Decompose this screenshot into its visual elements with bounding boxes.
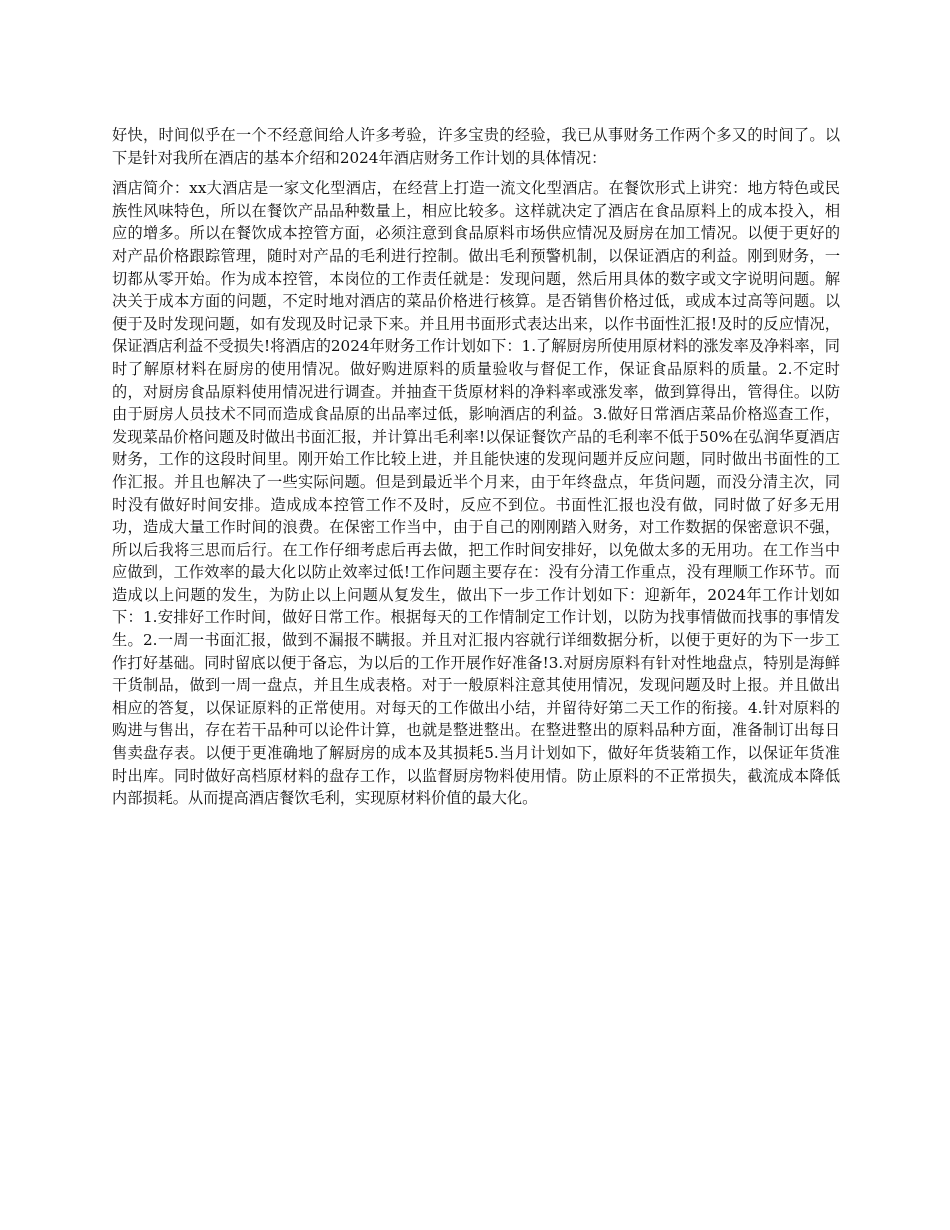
hotel-plan-paragraph: 酒店简介：xx大酒店是一家文化型酒店，在经营上打造一流文化型酒店。在餐饮形式上讲究：地方特色或民族性风味特色，所以在餐饮产品品种数量上，相应比较多。这样就决定了酒店在食品原料上的成本投入，相应的增多。所以在餐饮成本控管方面，必须注意到食品原料市场供应情况及厨房在加工情况。以便于更好的对产品价格跟踪管理，随时对产品的毛利进行控制。做出毛利预警机制，以保证酒店的利益。刚到财务，一切都从零开始。作为成本控管，本岗位的工作责任就是：发现问题，然后用具体的数字或文字说明问题。解决关于成本方面的问题，不定时地对酒店的菜品价格进行核算。是否销售价格过低，或成本过高等问题。以便于及时发现问题，如有发现及时记录下来。并且用书面形式表达出来，以作书面性汇报!及时的反应情况，保证酒店利益不受损失!将酒店的2024年财务工作计划如下：1.了解厨房所使用原材料的涨发率及净料率，同时了解原材料在厨房的使用情况。做好购进原料的质量验收与督促工作，保证食品原料的质量。2.不定时的，对厨房食品原料使用情况进行调查。并抽查干货原材料的净料率或涨发率，做到算得出，管得住。以防由于厨房人员技术不同而造成食品原的出品率过低，影响酒店的利益。3.做好日常酒店菜品价格巡查工作，发现菜品价格问题及时做出书面汇报，并计算出毛利率!以保证餐饮产品的毛利率不低于50%在弘润华夏酒店财务，工作的这段时间里。刚开始工作比较上进，并且能快速的发现问题并反应问题，同时做出书面性的工作汇报。并且也解决了一些实际问题。但是到最近半个月来，由于年终盘点，年货问题，而没分清主次，同时没有做好时间安排。造成成本控管工作不及时，反应不到位。书面性汇报也没有做，同时做了好多无用功，造成大量工作时间的浪费。在保密工作当中，由于自己的刚刚踏入财务，对工作数据的保密意识不强，所以后我将三思而后行。在工作仔细考虑后再去做，把工作时间安排好，以免做太多的无用功。在工作当中应做到，工作效率的最大化以防止效率过低!工作问题主要存在：没有分清工作重点，没有理顺工作环节。而造成以上问题的发生，为防止以上问题从复发生，做出下一步工作计划如下：迎新年，2024年工作计划如下：1.安排好工作时间，做好日常工作。根据每天的工作情制定工作计划，以防为找事情做而找事的事情发生。2.一周一书面汇报，做到不漏报不瞒报。并且对汇报内容就行详细数据分析，以便于更好的为下一步工作打好基础。同时留底以便于备忘，为以后的工作开展作好准备!3.对厨房原料有针对性地盘点，特别是海鲜干货制品，做到一周一盘点，并且生成表格。对于一般原料注意其使用情况，发现问题及时上报。并且做出相应的答复，以保证原料的正常使用。对每天的工作做出小结，并留待好第二天工作的衔接。4.针对原料的购进与售出，存在若干品种可以论件计算，也就是整进整出。在整进整出的原料品种方面，准备制订出每日售卖盘存表。以便于更准确地了解厨房的成本及其损耗5.当月计划如下，做好年货装箱工作，以保证年货准时出库。同时做好高档原材料的盘存工作，以监督厨房物料使用情。防止原料的不正常损失，截流成本降低内部损耗。从而提高酒店餐饮毛利，实现原材料价值的最大化。: [112, 179, 840, 808]
intro-paragraph: 好快，时间似乎在一个不经意间给人许多考验，许多宝贵的经验，我已从事财务工作两个多又的时间了。以下是针对我所在酒店的基本介绍和2024年酒店财务工作计划的具体情况：: [112, 126, 840, 167]
document-body: [112, 124, 840, 810]
